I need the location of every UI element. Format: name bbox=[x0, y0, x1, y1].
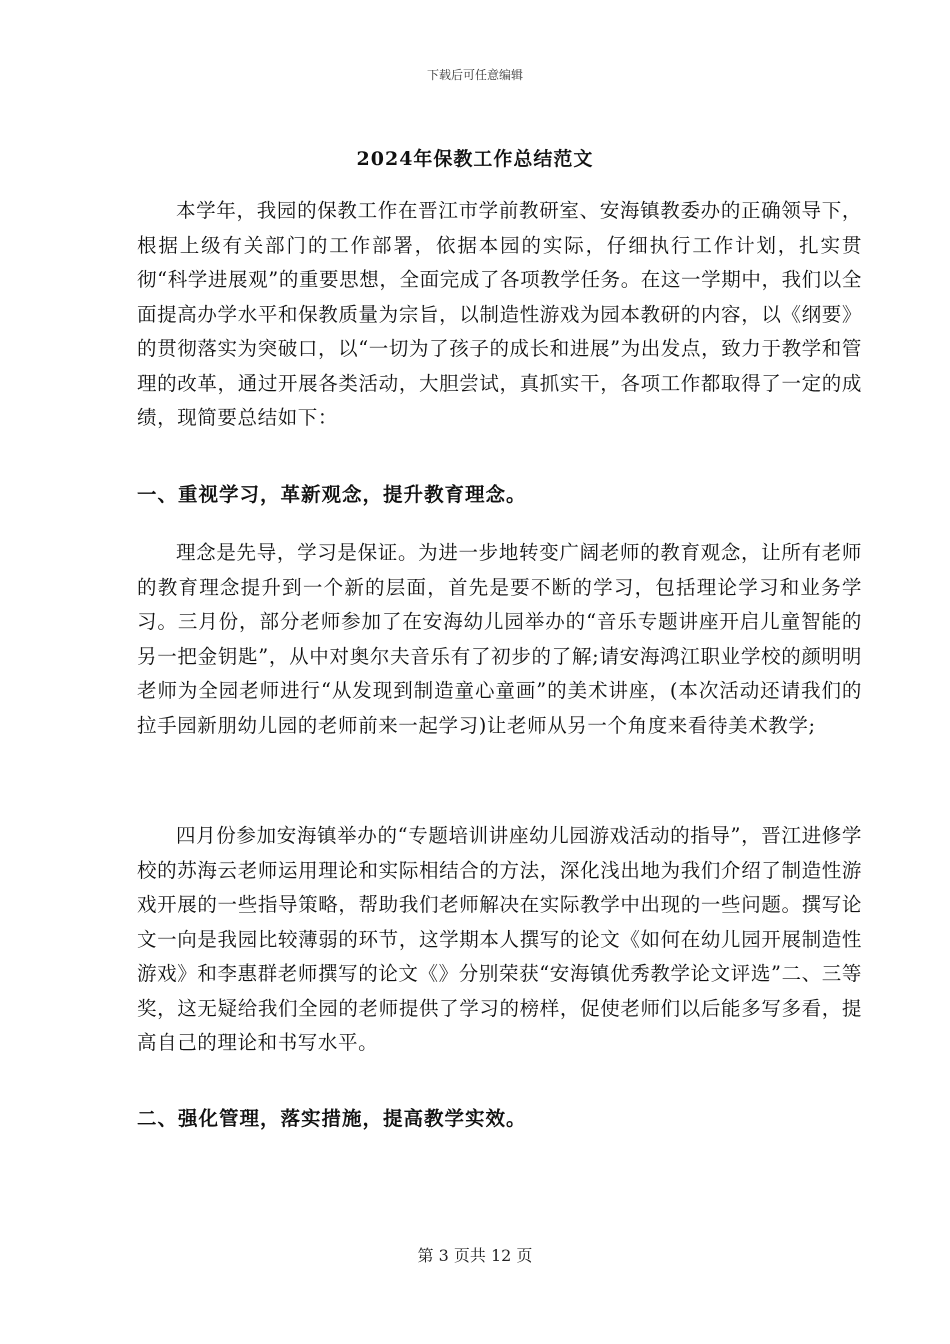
paragraph-april: 四月份参加安海镇举办的“专题培训讲座幼儿园游戏活动的指导”，晋江进修学校的苏海云老师运用理论和实际相结合的方法，深化浅出地为我们介绍了制造性游戏开展的一些指导策略，帮助我们老师解决在实际教学中出现的一些问题。撰写论文一向是我园比较薄弱的环节，这学期本人撰写的论文《如何在幼儿园开展制造性游戏》和李惠群老师撰写的论文《》分别荣获“安海镇优秀教学论文评选”二、三等奖，这无疑给我们全园的老师提供了学习的榜样，促使老师们以后能多写多看，提高自己的理论和书写水平。 bbox=[137, 824, 862, 1054]
body-section-intro bbox=[137, 194, 862, 436]
section-heading-2: 二、强化管理，落实措施，提高教学实效。 bbox=[137, 1107, 527, 1130]
body-section-para-2 bbox=[137, 536, 862, 743]
paragraph-intro: 本学年，我园的保教工作在晋江市学前教研室、安海镇教委办的正确领导下，根据上级有关部门的工作部署，依据本园的实际，仔细执行工作计划，扎实贯彻“科学进展观”的重要思想，全面完成了各项教学任务。在这一学期中，我们以全面提高办学水平和保教质量为宗旨，以制造性游戏为园本教研的内容，以《纲要》的贯彻落实为突破口，以“一切为了孩子的成长和进展”为出发点，致力于教学和管理的改革，通过开展各类活动，大胆尝试，真抓实干，各项工作都取得了一定的成绩，现简要总结如下： bbox=[137, 199, 862, 429]
paragraph-learning: 理念是先导，学习是保证。为进一步地转变广阔老师的教育观念，让所有老师的教育理念提升到一个新的层面，首先是要不断的学习，包括理论学习和业务学习。三月份，部分老师参加了在安海幼儿园举办的“音乐专题讲座开启儿童智能的另一把金钥匙”，从中对奥尔夫音乐有了初步的了解;请安海鸿江职业学校的颜明明老师为全园老师进行“从发现到制造童心童画”的美术讲座，(本次活动还请我们的拉手园新朋幼儿园的老师前来一起学习)让老师从另一个角度来看待美术教学; bbox=[137, 541, 862, 737]
page-footer: 第 3 页共 12 页 bbox=[417, 1246, 533, 1265]
document-title: 2024年保教工作总结范文 bbox=[356, 148, 594, 170]
section-heading-1: 一、重视学习，革新观念，提升教育理念。 bbox=[137, 483, 527, 506]
body-section-heading-1 bbox=[137, 478, 862, 513]
body-section-para-3 bbox=[137, 819, 862, 1061]
header-note: 下载后可任意编辑 bbox=[426, 68, 523, 82]
body-section-heading-2 bbox=[137, 1102, 862, 1137]
